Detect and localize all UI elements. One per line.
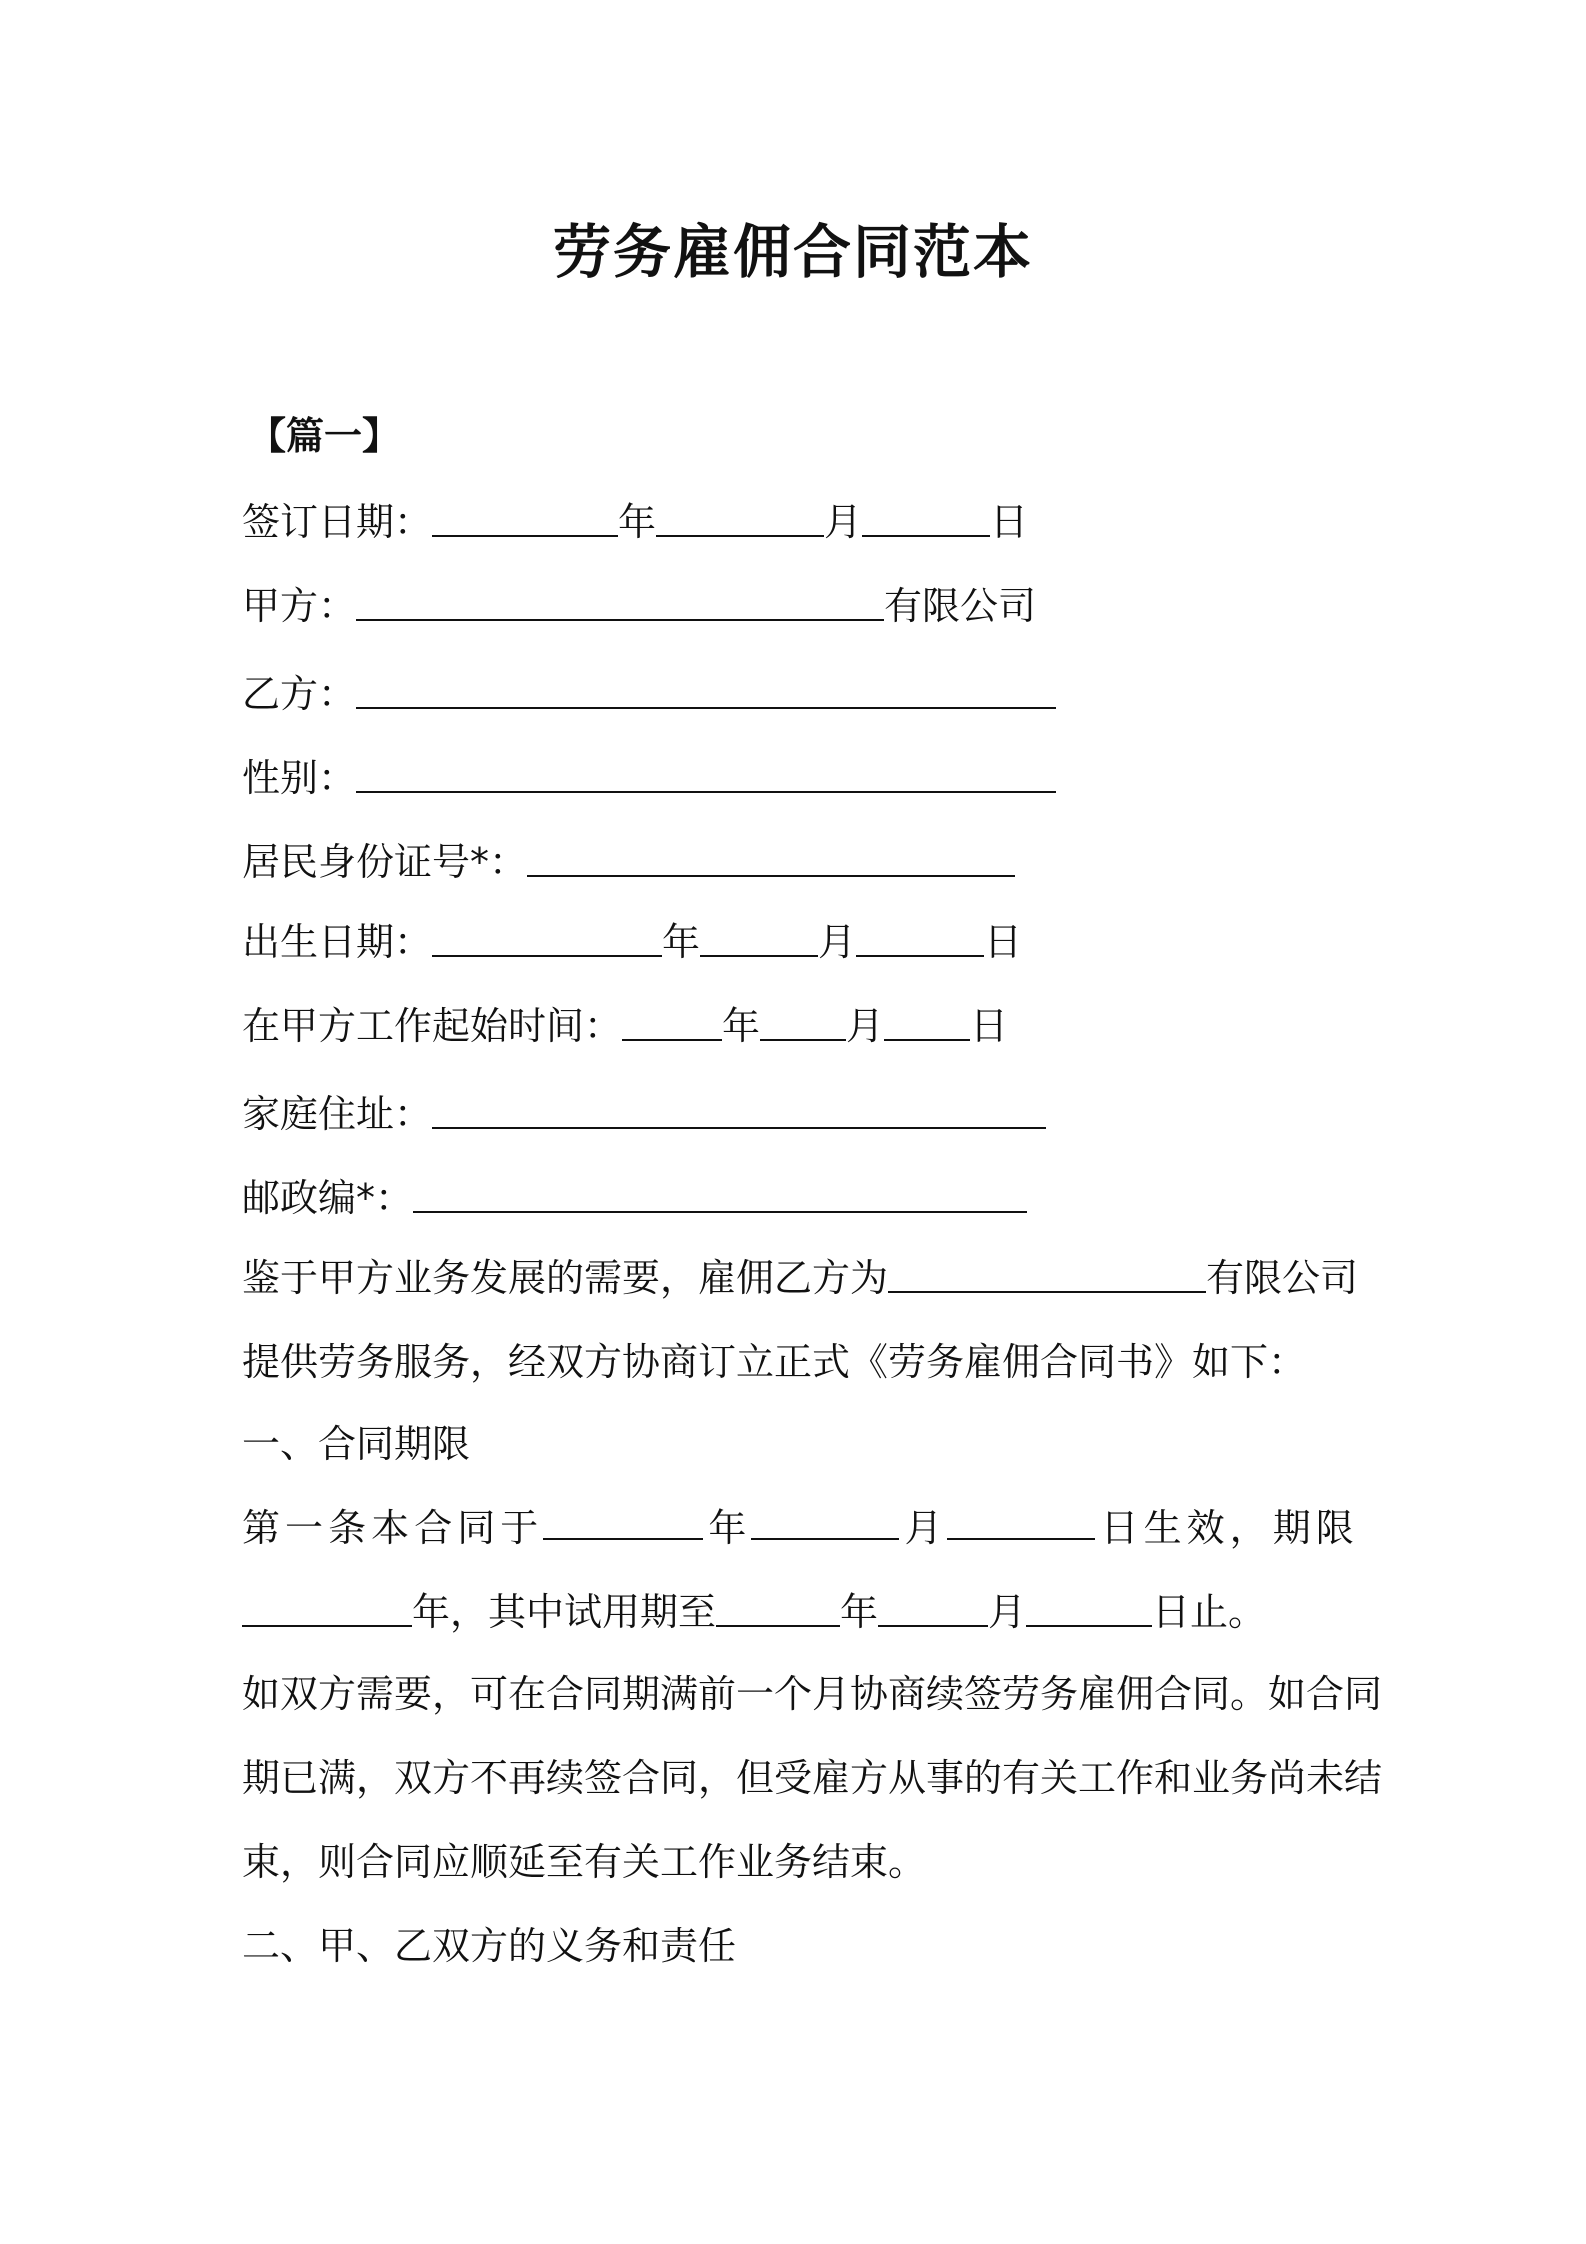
article-char: 一 xyxy=(285,1506,324,1550)
sign-date-year-blank xyxy=(432,501,618,537)
gender-label: 性别： xyxy=(242,756,357,800)
start-date-label: 在甲方工作起始时间： xyxy=(242,1004,623,1048)
birth-date-label: 出生日期： xyxy=(242,920,433,964)
year-text: 年 xyxy=(618,500,657,544)
article-1-line-1 xyxy=(242,1504,1354,1552)
year-text: 年 xyxy=(662,920,701,964)
month-text: 月 xyxy=(824,500,863,544)
postcode-line xyxy=(242,1174,1027,1222)
renewal-para-line-1: 如双方需要，可在合同期满前一个月协商续签劳务雇佣合同。如合同 xyxy=(242,1672,1383,1716)
term-text: 年，其中试用期至 xyxy=(412,1590,717,1634)
day-text: 日 xyxy=(990,500,1029,544)
effective-month-blank xyxy=(751,1504,899,1540)
year-text: 年 xyxy=(840,1590,879,1634)
article-char: 合 xyxy=(414,1506,453,1550)
article-char: 于 xyxy=(500,1506,539,1550)
party-b-line xyxy=(242,670,1056,718)
article-char: 条 xyxy=(328,1506,367,1550)
renewal-para-line-2: 期已满，双方不再续签合同，但受雇方从事的有关工作和业务尚未结 xyxy=(242,1756,1383,1800)
gender-blank xyxy=(356,757,1056,793)
sign-date-line xyxy=(242,498,1028,546)
party-a-blank xyxy=(356,585,884,621)
start-date-line xyxy=(242,1002,1008,1050)
start-month-blank xyxy=(760,1005,846,1041)
article-1-line-2 xyxy=(242,1588,1266,1636)
term-years-blank xyxy=(242,1591,412,1627)
sign-date-month-blank xyxy=(656,501,824,537)
month-text: 月 xyxy=(846,1004,885,1048)
birth-date-line xyxy=(242,918,1022,966)
article-char: 同 xyxy=(457,1506,496,1550)
probation-end-text: 日止。 xyxy=(1152,1590,1267,1634)
birth-day-blank xyxy=(856,921,984,957)
part-label: 【篇一】 xyxy=(248,414,401,458)
party-a-line xyxy=(242,582,1036,630)
address-label: 家庭住址： xyxy=(242,1092,433,1136)
document-title: 劳务雇佣合同范本 xyxy=(552,218,1033,286)
start-day-blank xyxy=(884,1005,970,1041)
article-char: 生 xyxy=(1143,1506,1182,1550)
article-char: ， xyxy=(1229,1506,1268,1550)
renewal-para-line-3: 束，则合同应顺延至有关工作业务结束。 xyxy=(242,1840,927,1884)
month-text: 月 xyxy=(988,1590,1027,1634)
article-char: 第 xyxy=(242,1506,281,1550)
id-number-blank xyxy=(527,841,1015,877)
preamble-text-a: 鉴于甲方业务发展的需要，雇佣乙方为 xyxy=(242,1256,889,1300)
preamble-line-2: 提供劳务服务，经双方协商订立正式《劳务雇佣合同书》如下： xyxy=(242,1340,1307,1384)
gender-line xyxy=(242,754,1056,802)
id-number-label: 居民身份证号*： xyxy=(242,840,528,884)
party-a-label: 甲方： xyxy=(242,584,357,628)
party-b-blank xyxy=(356,673,1056,709)
preamble-company-blank xyxy=(888,1257,1206,1293)
address-line xyxy=(242,1090,1046,1138)
article-char: 日 xyxy=(1100,1506,1139,1550)
article-char: 限 xyxy=(1315,1506,1354,1550)
day-text: 日 xyxy=(970,1004,1009,1048)
birth-year-blank xyxy=(432,921,662,957)
year-text: 年 xyxy=(722,1004,761,1048)
month-text: 月 xyxy=(818,920,857,964)
month-text: 月 xyxy=(904,1506,943,1550)
start-year-blank xyxy=(622,1005,722,1041)
probation-month-blank xyxy=(878,1591,988,1627)
postcode-blank xyxy=(413,1177,1027,1213)
effective-year-blank xyxy=(543,1504,703,1540)
probation-year-blank xyxy=(716,1591,840,1627)
article-char: 本 xyxy=(371,1506,410,1550)
party-a-suffix: 有限公司 xyxy=(884,584,1037,628)
article-char: 期 xyxy=(1272,1506,1311,1550)
section-2-heading: 二、甲、乙双方的义务和责任 xyxy=(242,1924,737,1968)
article-char: 效 xyxy=(1186,1506,1225,1550)
address-blank xyxy=(432,1093,1046,1129)
section-1-heading: 一、合同期限 xyxy=(242,1422,471,1466)
year-text: 年 xyxy=(708,1506,747,1550)
id-number-line xyxy=(242,838,1015,886)
sign-date-label: 签订日期： xyxy=(242,500,433,544)
effective-day-blank xyxy=(947,1504,1095,1540)
preamble-text-b: 有限公司 xyxy=(1206,1256,1359,1300)
birth-month-blank xyxy=(700,921,818,957)
preamble-line-1 xyxy=(242,1254,1358,1302)
sign-date-day-blank xyxy=(862,501,990,537)
postcode-label: 邮政编*： xyxy=(242,1176,414,1220)
day-text: 日 xyxy=(984,920,1023,964)
probation-day-blank xyxy=(1026,1591,1152,1627)
party-b-label: 乙方： xyxy=(242,672,357,716)
